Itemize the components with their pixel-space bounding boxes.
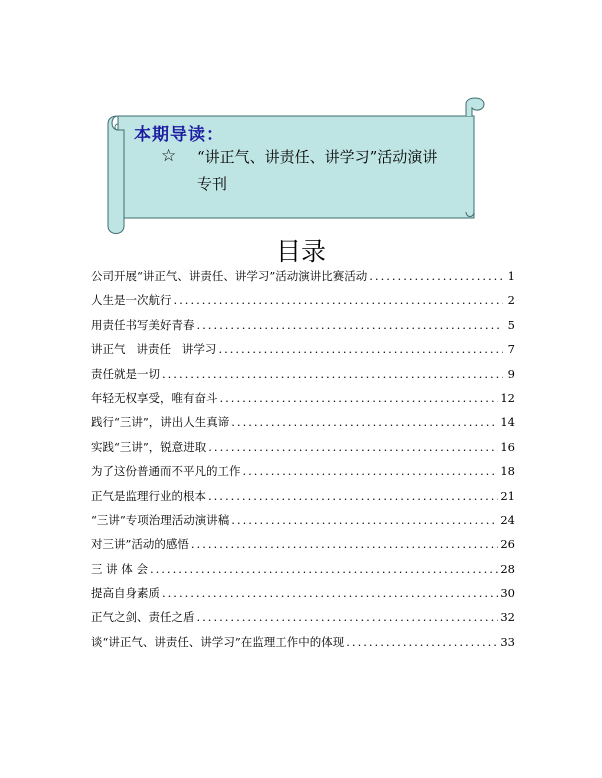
toc-entry-title: 人生是一次航行 bbox=[91, 293, 172, 308]
toc-dot-leader bbox=[231, 513, 498, 527]
toc-entry-title: 讲正气 讲责任 讲学习 bbox=[91, 342, 217, 357]
toc-entry[interactable] bbox=[91, 439, 515, 463]
toc-dot-leader bbox=[231, 415, 498, 429]
toc-entry-page: 24 bbox=[500, 512, 515, 527]
toc-entry-title: 提高自身素质 bbox=[91, 586, 160, 601]
toc-dot-leader bbox=[197, 610, 499, 624]
toc-dot-leader bbox=[243, 464, 499, 478]
toc-entry-title: 责任就是一切 bbox=[91, 366, 160, 381]
toc-entry-page: 26 bbox=[500, 537, 515, 552]
toc-entry[interactable] bbox=[91, 341, 515, 365]
toc-dot-leader bbox=[162, 586, 498, 600]
toc-entry-title: 对三讲”活动的感悟 bbox=[91, 537, 189, 552]
intro-heading: 本期导读： bbox=[134, 125, 224, 145]
toc-entry-title: 公司开展“讲正气、讲责任、讲学习”活动演讲比赛活动 bbox=[91, 269, 368, 283]
toc-entry-page: 14 bbox=[500, 415, 515, 430]
toc-entry-page: 16 bbox=[500, 439, 515, 454]
toc-entry[interactable] bbox=[91, 512, 515, 536]
toc-entry-page: 2 bbox=[507, 293, 515, 308]
toc-dot-leader bbox=[218, 342, 503, 356]
toc-dot-leader bbox=[208, 440, 498, 454]
toc-entry-title: 年轻无权享受，唯有奋斗 bbox=[91, 390, 218, 405]
toc-dot-leader bbox=[174, 293, 504, 307]
toc-entry-title: 谈“讲正气、讲责任、讲学习”在监理工作中的体现 bbox=[91, 634, 345, 649]
toc-entry-page: 1 bbox=[507, 269, 515, 283]
toc-entry[interactable] bbox=[91, 317, 515, 341]
toc-entry-title: “三讲”专项治理活动演讲稿 bbox=[91, 512, 230, 527]
toc-entry[interactable] bbox=[91, 634, 515, 658]
toc-entry-page: 18 bbox=[500, 464, 515, 479]
toc-title: 目录 bbox=[275, 237, 326, 266]
toc-entry[interactable] bbox=[91, 585, 515, 609]
toc-list bbox=[91, 268, 515, 658]
toc-entry[interactable] bbox=[91, 609, 515, 633]
star-icon: ☆ bbox=[161, 146, 177, 166]
toc-entry[interactable] bbox=[91, 366, 515, 390]
toc-entry-title: 正气之剑、责任之盾 bbox=[91, 610, 195, 625]
toc-entry[interactable] bbox=[91, 292, 515, 316]
toc-entry-title: 为了这份普通而不平凡的工作 bbox=[91, 464, 241, 479]
toc-entry-page: 12 bbox=[500, 390, 515, 405]
toc-entry[interactable] bbox=[91, 414, 515, 438]
toc-dot-leader bbox=[208, 489, 498, 503]
toc-entry-title: 三 讲 体 会 bbox=[91, 561, 148, 576]
toc-entry[interactable] bbox=[91, 488, 515, 512]
intro-topic-line1: “讲正气、讲责任、讲学习”活动演讲 bbox=[197, 148, 438, 166]
toc-entry-page: 9 bbox=[507, 366, 515, 381]
toc-entry[interactable] bbox=[91, 561, 515, 585]
toc-entry-title: 用责任书写美好青春 bbox=[91, 317, 195, 332]
toc-entry-page: 21 bbox=[500, 488, 515, 503]
toc-entry-page: 5 bbox=[507, 317, 515, 332]
toc-entry[interactable] bbox=[91, 536, 515, 560]
toc-entry-page: 7 bbox=[507, 342, 515, 357]
toc-entry-title: 践行“三讲”，讲出人生真谛 bbox=[91, 415, 230, 430]
toc-entry-page: 28 bbox=[500, 561, 515, 576]
intro-topic bbox=[197, 144, 487, 198]
toc-dot-leader bbox=[162, 367, 503, 381]
toc-dot-leader bbox=[197, 318, 504, 332]
toc-entry-title: 正气是监理行业的根本 bbox=[91, 488, 206, 503]
toc-entry[interactable] bbox=[91, 390, 515, 414]
toc-dot-leader bbox=[220, 391, 499, 405]
toc-entry-page: 30 bbox=[500, 586, 515, 601]
toc-entry[interactable] bbox=[91, 268, 515, 292]
intro-topic-line2: 专刊 bbox=[197, 175, 228, 193]
toc-entry-page: 32 bbox=[500, 610, 515, 625]
toc-dot-leader bbox=[150, 562, 498, 576]
toc-dot-leader bbox=[191, 537, 498, 551]
toc-entry-page: 33 bbox=[500, 634, 515, 649]
toc-dot-leader bbox=[369, 269, 503, 283]
toc-dot-leader bbox=[346, 635, 498, 649]
toc-entry-title: 实践“三讲”，锐意进取 bbox=[91, 439, 207, 454]
toc-entry[interactable] bbox=[91, 463, 515, 487]
